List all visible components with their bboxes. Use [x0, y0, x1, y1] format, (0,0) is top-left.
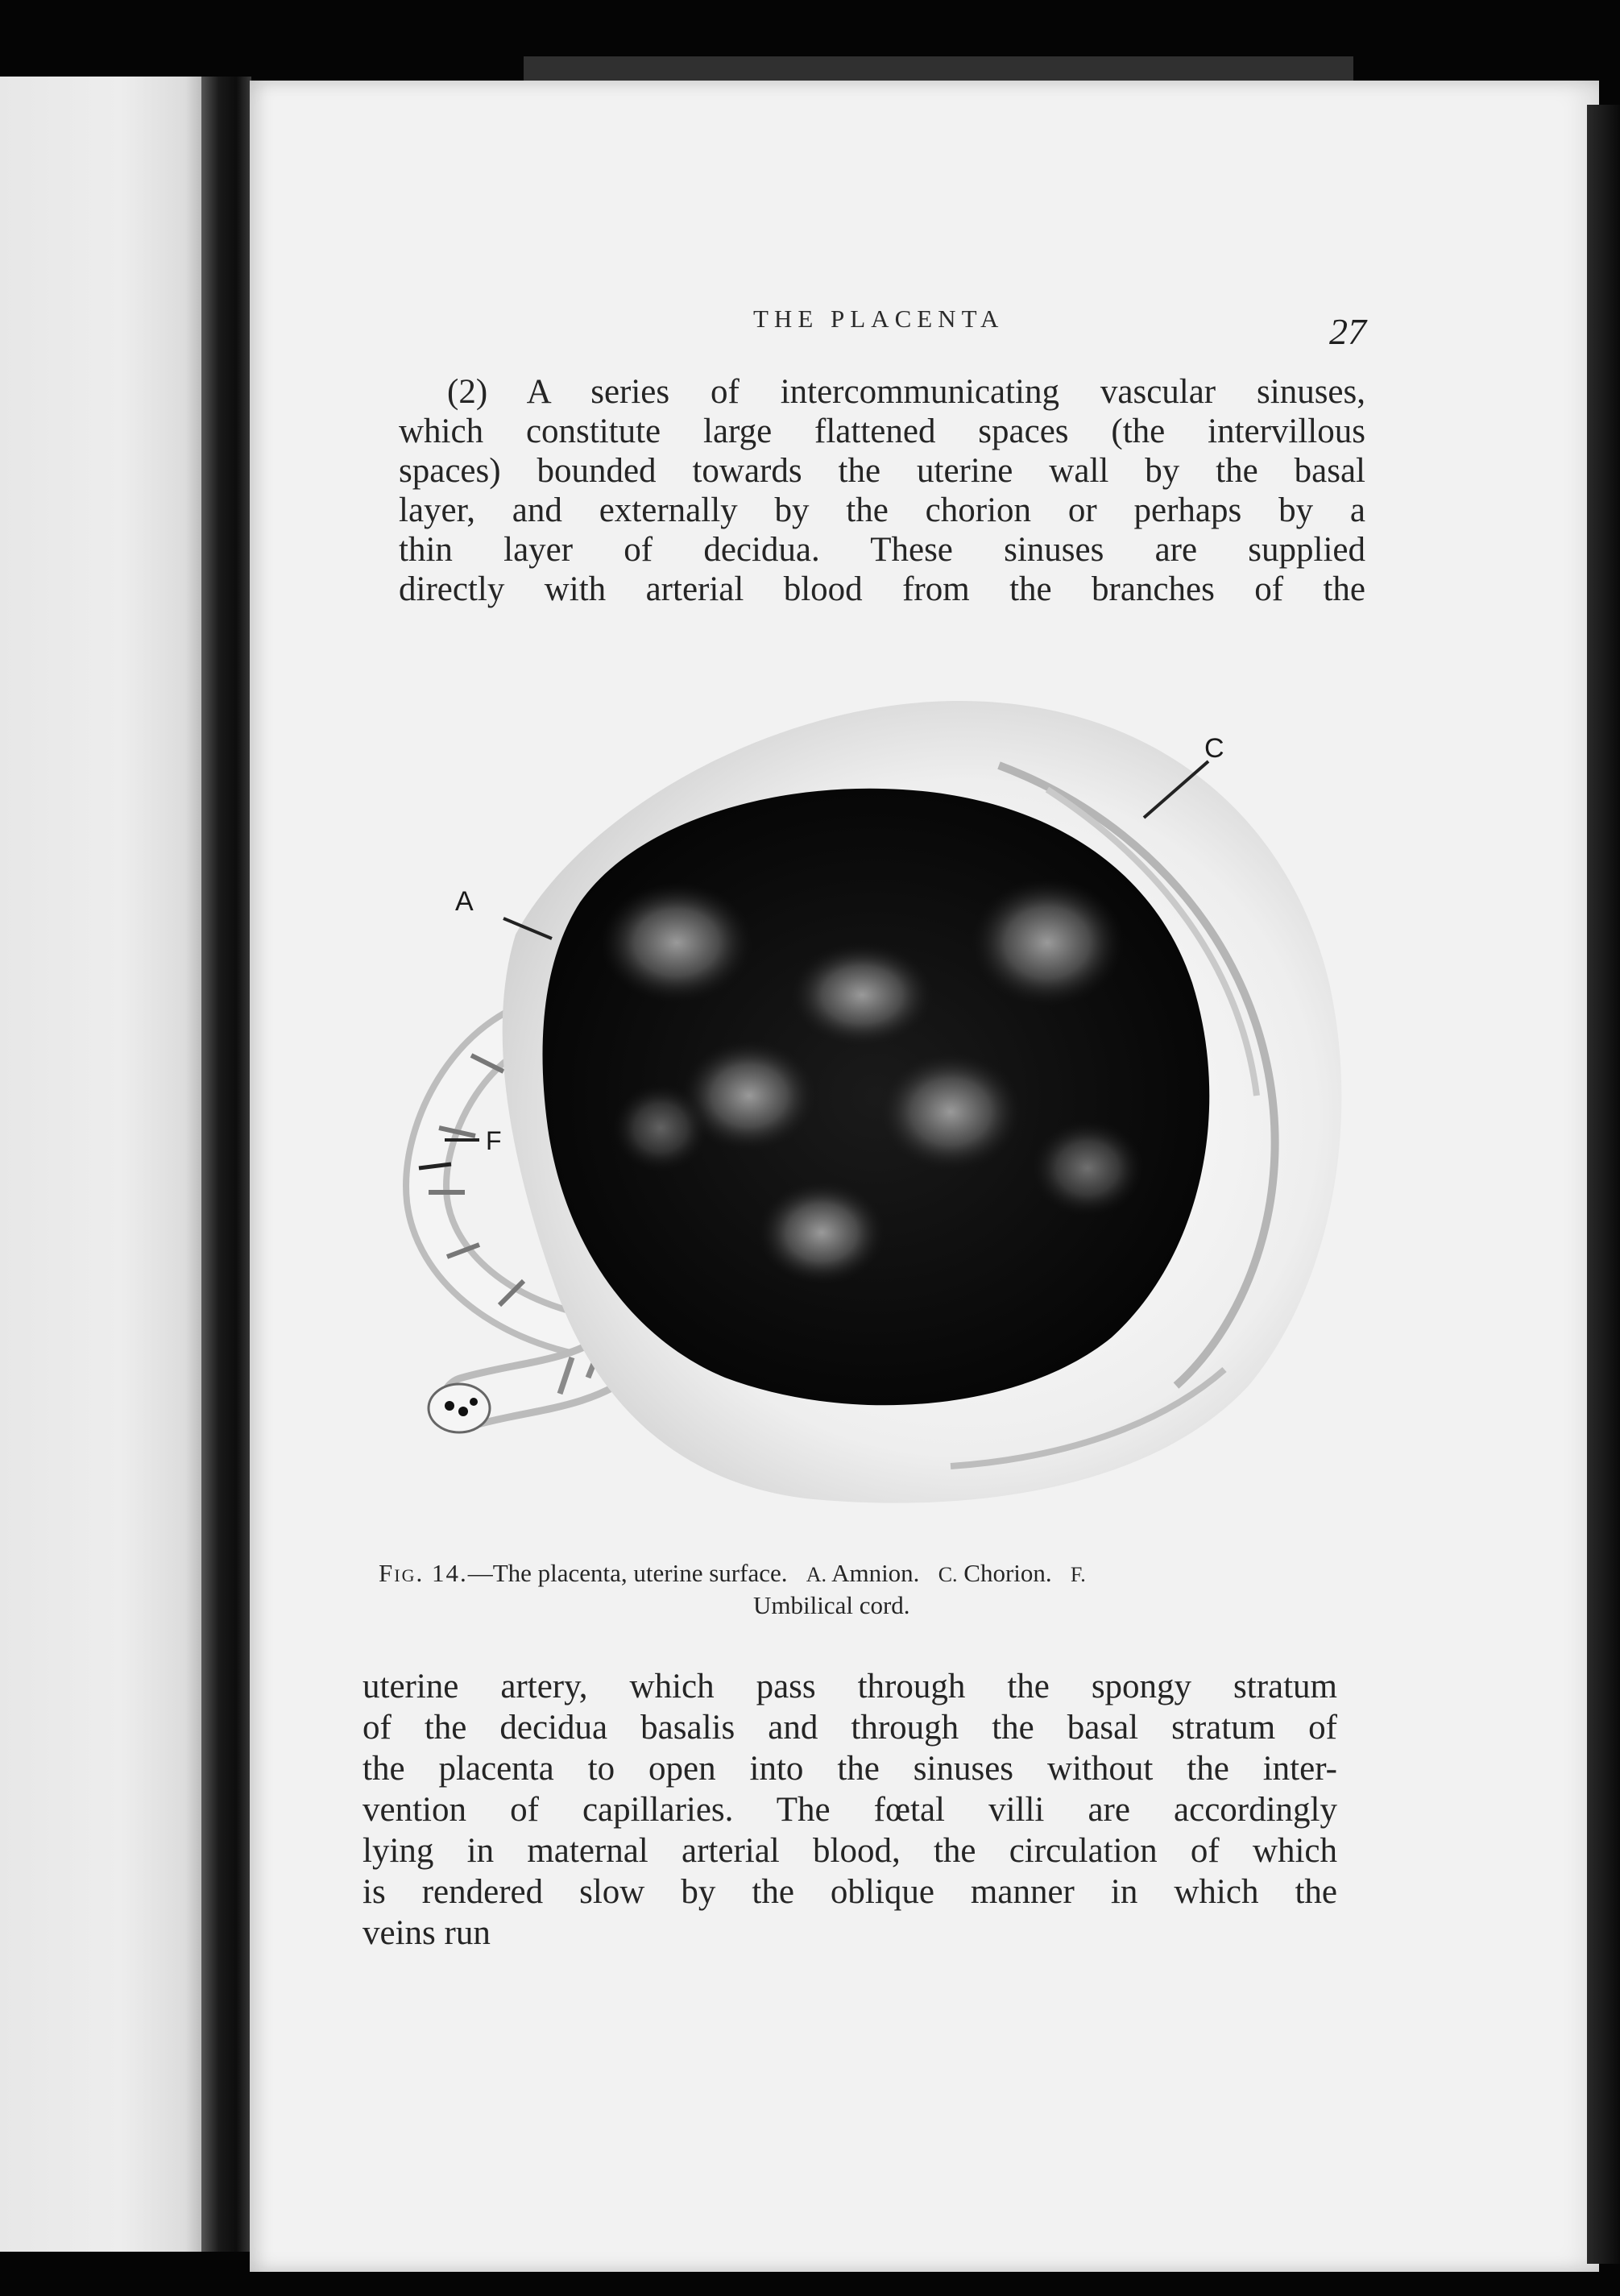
caption-key-a: A.: [806, 1563, 827, 1586]
text-line: vention of capillaries. The fœtal villi are accordingly: [363, 1791, 1337, 1829]
caption-figure-number: Fig. 14.: [379, 1559, 468, 1587]
page-number: 27: [1329, 311, 1366, 352]
text-line: which constitute large flattened spaces (the intervillous: [399, 412, 1365, 450]
text-line: (2) A series of intercommunicating vascular sinuses,: [447, 373, 1365, 411]
caption-dash: —: [467, 1559, 493, 1587]
caption-key-c: C.: [938, 1563, 958, 1586]
placenta-uterine-surface: [542, 789, 1209, 1406]
paragraph-bottom: [363, 1666, 1337, 1954]
running-head: THE PLACENTA: [753, 305, 1005, 333]
page-right-edge: [1587, 105, 1620, 2264]
text-line: the placenta to open into the sinuses without the inter-: [363, 1750, 1337, 1788]
left-blank-page: [0, 77, 201, 2252]
page-top-edge: [524, 56, 1353, 81]
text-line: of the decidua basalis and through the basal stratum of: [363, 1709, 1337, 1747]
caption-chorion: Chorion.: [963, 1559, 1052, 1587]
caption-amnion: Amnion.: [831, 1559, 920, 1587]
text-line: layer, and externally by the chorion or perhaps by a: [399, 491, 1365, 529]
book-gutter: [201, 77, 251, 2252]
caption-key-f: F.: [1070, 1563, 1086, 1586]
figure-label-f: F: [486, 1126, 502, 1155]
text-line: directly with arterial blood from the branches of the: [399, 570, 1365, 608]
text-line: uterine artery, which pass through the spongy stratum: [363, 1668, 1337, 1705]
text-line: thin layer of decidua. These sinuses are supplied: [399, 531, 1365, 569]
figure-label-c: C: [1204, 733, 1224, 764]
caption-title: The placenta, uterine surface.: [492, 1559, 788, 1587]
text-line: spaces) bounded towards the uterine wall by the basal: [399, 452, 1365, 490]
figure-caption: [379, 1559, 1086, 1588]
paragraph-top: [399, 372, 1365, 609]
text-line: lying in maternal arterial blood, the circulation of which: [363, 1832, 1337, 1870]
placenta-illustration: [338, 677, 1386, 1531]
figure-label-a: A: [455, 886, 474, 917]
text-line: veins run: [363, 1914, 491, 1952]
figure-caption-continued: Umbilical cord.: [753, 1591, 910, 1619]
text-line: is rendered slow by the oblique manner in which the: [363, 1873, 1337, 1911]
